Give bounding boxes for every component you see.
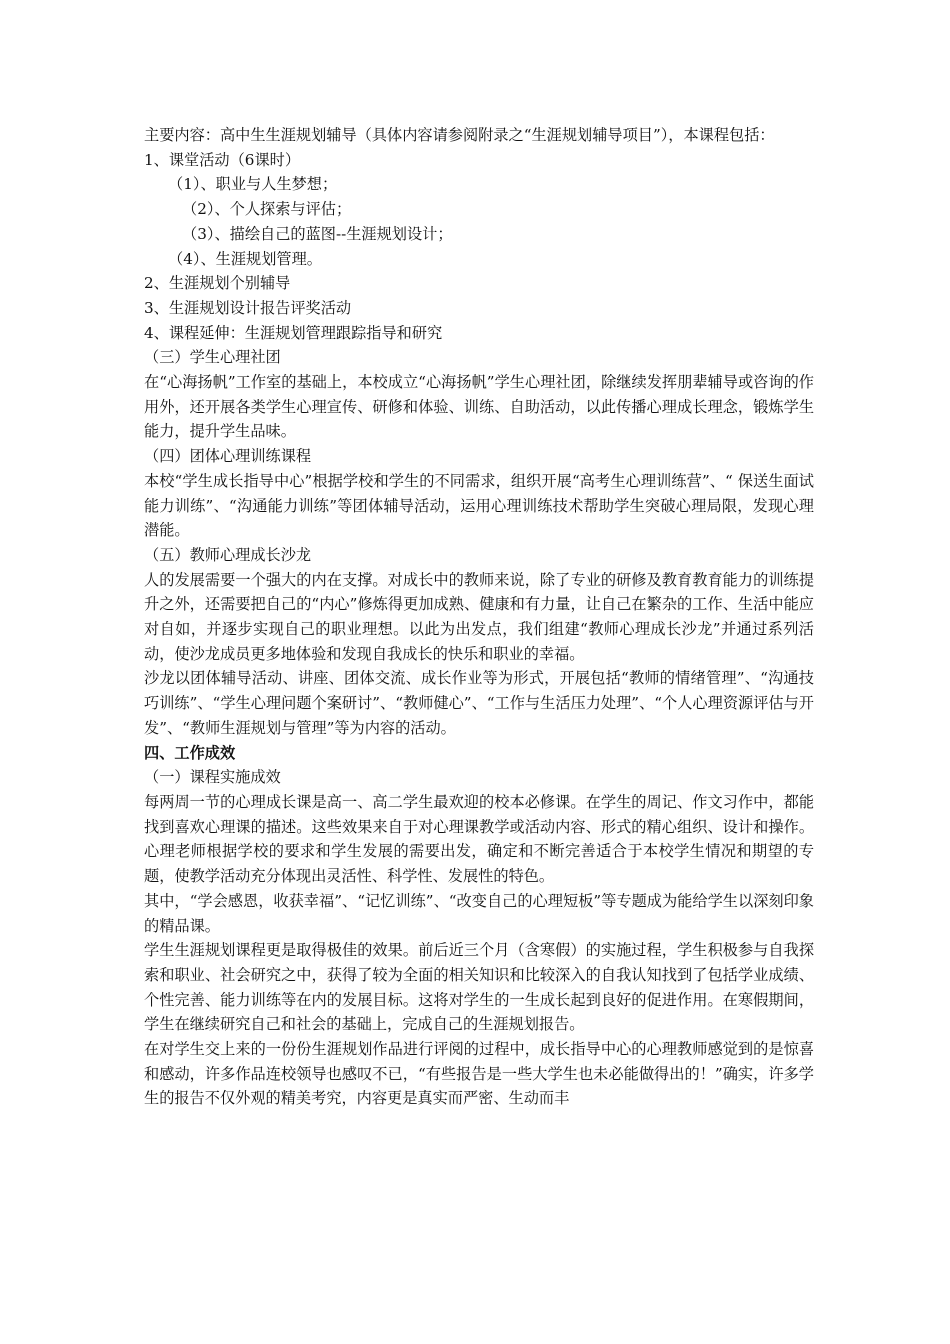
sub-list-item: （4）、生涯规划管理。 — [168, 249, 322, 268]
list-item: 2、生涯规划个别辅导 — [144, 274, 291, 293]
list-item: 4、课程延伸：生涯规划管理跟踪指导和研究 — [144, 323, 443, 342]
document-body — [144, 123, 814, 1111]
body-paragraph: 其中，“学会感恩，收获幸福”、“记忆训练”、“改变自己的心理短板”等专题成为能给学生以深刻印象的精品课。 — [144, 891, 814, 935]
body-paragraph: 每两周一节的心理成长课是高一、高二学生最欢迎的校本必修课。在学生的周记、作文习作中，都能找到喜欢心理课的描述。这些效果来自于对心理课教学或活动内容、形式的精心组织、设计和操作。心理老师根据学校的要求和学生发展的需要出发，确定和不断完善适合于本校学生情况和期望的专题，使教学活动充分体现出灵活性、科学性、发展性的特色。 — [144, 792, 814, 886]
chapter-heading: 四、工作成效 — [144, 743, 236, 762]
sub-list-item: （1）、职业与人生梦想； — [168, 175, 338, 194]
section-heading: （一）课程实施成效 — [144, 768, 281, 787]
list-item: 1、课堂活动（6课时） — [144, 150, 301, 169]
sub-list-item: （2）、个人探索与评估； — [182, 200, 352, 219]
list-item: 3、生涯规划设计报告评奖活动 — [144, 298, 352, 317]
sub-list-item: （3）、描绘自己的蓝图--生涯规划设计； — [182, 224, 453, 243]
body-paragraph: 沙龙以团体辅导活动、讲座、团体交流、成长作业等为形式，开展包括“教师的情绪管理”、“沟通技巧训练”、“学生心理问题个案研讨”、“教师健心”、“工作与生活压力处理”、“个人心理资源评估与开发”、“教师生涯规划与管理”等为内容的活动。 — [144, 669, 814, 737]
body-paragraph: 在对学生交上来的一份份生涯规划作品进行评阅的过程中，成长指导中心的心理教师感觉到的是惊喜和感动，许多作品连校领导也感叹不已，“有些报告是一些大学生也未必能做得出的！”确实，许多学生的报告不仅外观的精美考究，内容更是真实而严密、生动而丰 — [144, 1040, 814, 1108]
section-heading: （五）教师心理成长沙龙 — [144, 545, 312, 564]
body-paragraph: 学生生涯规划课程更是取得极佳的效果。前后近三个月（含寒假）的实施过程，学生积极参与自我探索和职业、社会研究之中，获得了较为全面的相关知识和比较深入的自我认知找到了包括学业成绩、个性完善、能力训练等在内的发展目标。这将对学生的一生成长起到良好的促进作用。在寒假期间，学生在继续研究自己和社会的基础上，完成自己的生涯规划报告。 — [144, 941, 814, 1034]
body-paragraph: 人的发展需要一个强大的内在支撑。对成长中的教师来说，除了专业的研修及教育教育能力的训练提升之外，还需要把自己的“内心”修炼得更加成熟、健康和有力量，让自己在繁杂的工作、生活中能应对自如，并逐步实现自己的职业理想。以此为出发点，我们组建“教师心理成长沙龙”并通过系列活动，使沙龙成员更多地体验和发现自我成长的快乐和职业的幸福。 — [144, 570, 814, 663]
body-paragraph: 本校“学生成长指导中心”根据学校和学生的不同需求，组织开展“高考生心理训练营”、“ 保送生面试能力训练”、“沟通能力训练”等团体辅导活动，运用心理训练技术帮助学生突破心理局限，发现心理潜能。 — [144, 471, 814, 540]
section-heading: （四）团体心理训练课程 — [144, 447, 312, 466]
course-intro-paragraph: 主要内容：高中生生涯规划辅导（具体内容请参阅附录之“生涯规划辅导项目”），本课程包括： — [144, 126, 775, 144]
section-heading: （三）学生心理社团 — [144, 348, 281, 367]
body-paragraph: 在“心海扬帆”工作室的基础上，本校成立“心海扬帆”学生心理社团，除继续发挥朋辈辅导或咨询的作用外，还开展各类学生心理宣传、研修和体验、训练、自助活动，以此传播心理成长理念，锻炼学生能力，提升学生品味。 — [144, 373, 814, 441]
